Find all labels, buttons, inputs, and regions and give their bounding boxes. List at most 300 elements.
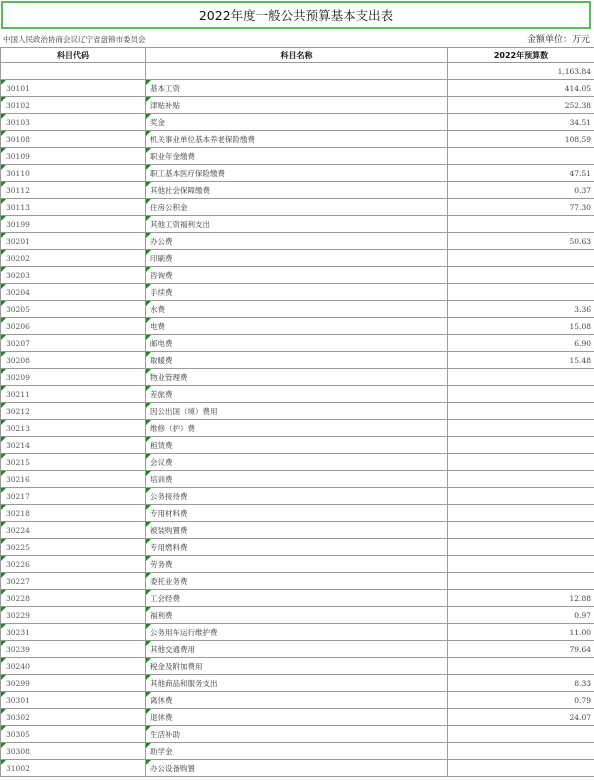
table-row xyxy=(1,675,594,692)
table-row xyxy=(1,165,594,182)
cell-comment-marker xyxy=(146,199,151,204)
amount-cell xyxy=(448,590,594,607)
cell-comment-marker xyxy=(1,267,6,272)
cell-comment-marker xyxy=(146,607,151,612)
amount-cell xyxy=(448,658,594,675)
code-cell-text: 30113 xyxy=(6,202,30,212)
table-row xyxy=(1,624,594,641)
cell-comment-marker xyxy=(1,573,6,578)
name-cell xyxy=(146,607,448,624)
amount-cell-text: 34.51 xyxy=(569,117,591,127)
code-cell-text: 30308 xyxy=(6,746,30,756)
subheader xyxy=(0,32,594,46)
amount-cell xyxy=(448,573,594,590)
name-cell xyxy=(146,403,448,420)
name-cell xyxy=(146,726,448,743)
cell-comment-marker xyxy=(1,437,6,442)
table-row xyxy=(1,199,594,216)
code-cell-text: 30206 xyxy=(6,321,30,331)
cell-comment-marker xyxy=(146,284,151,289)
table-row xyxy=(1,522,594,539)
amount-cell-text: 414.05 xyxy=(564,83,591,93)
amount-cell-text: 77.30 xyxy=(569,202,591,212)
amount-cell xyxy=(448,80,594,97)
amount-cell xyxy=(448,250,594,267)
name-cell xyxy=(146,386,448,403)
amount-cell xyxy=(448,148,594,165)
code-cell-text: 30103 xyxy=(6,117,30,127)
amount-cell-text: 50.63 xyxy=(569,236,591,246)
cell-comment-marker xyxy=(146,624,151,629)
name-cell xyxy=(146,641,448,658)
table-row xyxy=(1,182,594,199)
code-cell-text: 30227 xyxy=(6,576,30,586)
amount-cell xyxy=(448,386,594,403)
cell-comment-marker xyxy=(1,522,6,527)
name-cell-text: 会议费 xyxy=(150,457,173,467)
code-cell-text: 30212 xyxy=(6,406,30,416)
amount-cell xyxy=(448,165,594,182)
cell-comment-marker xyxy=(146,80,151,85)
amount-cell xyxy=(448,131,594,148)
name-cell-text: 租赁费 xyxy=(150,440,173,450)
name-cell xyxy=(146,165,448,182)
cell-comment-marker xyxy=(1,114,6,119)
cell-comment-marker xyxy=(146,556,151,561)
cell-comment-marker xyxy=(1,607,6,612)
budget-table xyxy=(0,47,594,777)
table-row xyxy=(1,573,594,590)
code-cell-text: 30112 xyxy=(6,185,30,195)
name-cell xyxy=(146,267,448,284)
amount-cell xyxy=(448,471,594,488)
cell-comment-marker xyxy=(1,80,6,85)
name-cell-text: 职业年金缴费 xyxy=(150,151,195,161)
code-cell-text: 30224 xyxy=(6,525,30,535)
cell-comment-marker xyxy=(146,318,151,323)
code-cell xyxy=(1,199,146,216)
name-cell-text: 邮电费 xyxy=(150,338,173,348)
code-cell-text: 30101 xyxy=(6,83,30,93)
code-cell-text: 30209 xyxy=(6,372,30,382)
amount-cell-text: 47.51 xyxy=(569,168,591,178)
table-row xyxy=(1,267,594,284)
name-cell xyxy=(146,131,448,148)
name-cell-text: 被装购置费 xyxy=(150,525,188,535)
amount-cell xyxy=(448,284,594,301)
name-cell xyxy=(146,743,448,760)
code-cell xyxy=(1,471,146,488)
name-cell xyxy=(146,471,448,488)
name-cell-text: 其他交通费用 xyxy=(150,644,195,654)
table-row xyxy=(1,318,594,335)
amount-cell xyxy=(448,267,594,284)
table-row xyxy=(1,488,594,505)
name-cell xyxy=(146,80,448,97)
name-cell-text: 津贴补贴 xyxy=(150,100,180,110)
code-cell xyxy=(1,114,146,131)
code-cell-text: 30228 xyxy=(6,593,30,603)
amount-cell xyxy=(448,692,594,709)
cell-comment-marker xyxy=(1,624,6,629)
name-cell-text: 其他社会保障缴费 xyxy=(150,185,210,195)
cell-comment-marker xyxy=(1,539,6,544)
code-cell-text: 30202 xyxy=(6,253,30,263)
code-cell xyxy=(1,250,146,267)
code-cell xyxy=(1,522,146,539)
code-cell-text: 30205 xyxy=(6,304,30,314)
name-cell xyxy=(146,301,448,318)
amount-cell xyxy=(448,556,594,573)
cell-comment-marker xyxy=(146,250,151,255)
code-cell xyxy=(1,352,146,369)
code-cell xyxy=(1,284,146,301)
name-cell-text: 退休费 xyxy=(150,712,173,722)
code-cell-text: 30301 xyxy=(6,695,30,705)
table-row xyxy=(1,403,594,420)
amount-cell xyxy=(448,233,594,250)
table-row xyxy=(1,692,594,709)
amount-unit: 金额单位：万元 xyxy=(526,35,590,45)
cell-comment-marker xyxy=(146,386,151,391)
table-row xyxy=(1,760,594,777)
code-cell-text: 30199 xyxy=(6,219,30,229)
name-cell-text: 手续费 xyxy=(150,287,173,297)
amount-cell xyxy=(448,369,594,386)
amount-cell xyxy=(448,675,594,692)
table-row xyxy=(1,658,594,675)
cell-comment-marker xyxy=(146,539,151,544)
name-cell xyxy=(146,335,448,352)
cell-comment-marker xyxy=(1,658,6,663)
code-cell-text: 30240 xyxy=(6,661,30,671)
amount-cell xyxy=(448,301,594,318)
code-cell-text: 30213 xyxy=(6,423,30,433)
amount-cell xyxy=(448,114,594,131)
code-cell-text: 31002 xyxy=(6,763,30,773)
name-cell xyxy=(146,284,448,301)
code-cell-text: 30204 xyxy=(6,287,30,297)
cell-comment-marker xyxy=(1,403,6,408)
cell-comment-marker xyxy=(1,471,6,476)
table-row xyxy=(1,114,594,131)
name-cell-text: 培训费 xyxy=(150,474,173,484)
name-cell-text: 其他工资福利支出 xyxy=(150,219,210,229)
cell-comment-marker xyxy=(146,488,151,493)
name-cell xyxy=(146,692,448,709)
amount-cell xyxy=(448,352,594,369)
table-row xyxy=(1,148,594,165)
cell-comment-marker xyxy=(1,760,6,765)
name-cell xyxy=(146,420,448,437)
amount-cell xyxy=(448,182,594,199)
cell-comment-marker xyxy=(1,284,6,289)
code-cell xyxy=(1,692,146,709)
amount-cell-text: 252.38 xyxy=(564,100,591,110)
cell-comment-marker xyxy=(146,471,151,476)
table-row xyxy=(1,284,594,301)
name-cell-text: 机关事业单位基本养老保险缴费 xyxy=(150,134,255,144)
name-cell-text: 水费 xyxy=(150,304,165,314)
name-cell-text: 电费 xyxy=(150,321,165,331)
name-cell xyxy=(146,556,448,573)
cell-comment-marker xyxy=(1,505,6,510)
name-cell-text: 离休费 xyxy=(150,695,173,705)
code-cell xyxy=(1,369,146,386)
cell-comment-marker xyxy=(146,420,151,425)
cell-comment-marker xyxy=(146,692,151,697)
code-cell xyxy=(1,216,146,233)
cell-comment-marker xyxy=(1,556,6,561)
name-cell xyxy=(146,760,448,777)
code-cell xyxy=(1,301,146,318)
total-row xyxy=(1,63,594,80)
cell-comment-marker xyxy=(1,131,6,136)
amount-cell-text: 0.97 xyxy=(574,610,591,620)
table-row xyxy=(1,131,594,148)
name-cell xyxy=(146,658,448,675)
cell-comment-marker xyxy=(1,301,6,306)
cell-comment-marker xyxy=(1,743,6,748)
code-cell xyxy=(1,539,146,556)
cell-comment-marker xyxy=(1,165,6,170)
table-row xyxy=(1,641,594,658)
name-cell-text: 工会经费 xyxy=(150,593,180,603)
table-row xyxy=(1,335,594,352)
table-row xyxy=(1,301,594,318)
cell-comment-marker xyxy=(1,182,6,187)
cell-comment-marker xyxy=(1,148,6,153)
name-cell-text: 差旅费 xyxy=(150,389,173,399)
code-cell xyxy=(1,131,146,148)
code-cell xyxy=(1,97,146,114)
total-name-cell xyxy=(146,63,448,80)
name-cell-text: 奖金 xyxy=(150,117,165,127)
amount-cell-text: 6.90 xyxy=(574,338,591,348)
code-cell xyxy=(1,505,146,522)
total-code-cell xyxy=(1,63,146,80)
table-row xyxy=(1,352,594,369)
name-cell xyxy=(146,709,448,726)
name-cell xyxy=(146,675,448,692)
code-cell-text: 30217 xyxy=(6,491,30,501)
code-cell-text: 30216 xyxy=(6,474,30,484)
name-cell-text: 因公出国（境）费用 xyxy=(150,406,218,416)
code-cell-text: 30214 xyxy=(6,440,30,450)
cell-comment-marker xyxy=(1,420,6,425)
name-cell xyxy=(146,505,448,522)
name-cell-text: 专用材料费 xyxy=(150,508,188,518)
cell-comment-marker xyxy=(1,97,6,102)
cell-comment-marker xyxy=(146,369,151,374)
amount-cell-text: 12.88 xyxy=(569,593,591,603)
cell-comment-marker xyxy=(1,352,6,357)
cell-comment-marker xyxy=(146,267,151,272)
name-cell xyxy=(146,573,448,590)
code-cell-text: 30201 xyxy=(6,236,30,246)
code-cell xyxy=(1,335,146,352)
table-row xyxy=(1,590,594,607)
amount-cell xyxy=(448,607,594,624)
amount-cell xyxy=(448,760,594,777)
cell-comment-marker xyxy=(1,369,6,374)
code-cell-text: 30225 xyxy=(6,542,30,552)
name-cell xyxy=(146,539,448,556)
cell-comment-marker xyxy=(146,216,151,221)
name-cell xyxy=(146,590,448,607)
code-cell-text: 30102 xyxy=(6,100,30,110)
code-cell-text: 30218 xyxy=(6,508,30,518)
amount-cell xyxy=(448,624,594,641)
code-cell xyxy=(1,386,146,403)
table-row xyxy=(1,539,594,556)
name-cell-text: 物业管理费 xyxy=(150,372,188,382)
code-cell xyxy=(1,233,146,250)
cell-comment-marker xyxy=(1,692,6,697)
cell-comment-marker xyxy=(1,726,6,731)
cell-comment-marker xyxy=(1,641,6,646)
name-cell xyxy=(146,97,448,114)
name-cell xyxy=(146,250,448,267)
code-cell-text: 30305 xyxy=(6,729,30,739)
amount-cell xyxy=(448,709,594,726)
table-row xyxy=(1,97,594,114)
table-row xyxy=(1,250,594,267)
code-cell xyxy=(1,165,146,182)
name-cell-text: 维修（护）费 xyxy=(150,423,195,433)
code-cell-text: 30231 xyxy=(6,627,30,637)
code-cell xyxy=(1,658,146,675)
table-row xyxy=(1,743,594,760)
cell-comment-marker xyxy=(146,131,151,136)
name-cell-text: 生活补助 xyxy=(150,729,180,739)
code-cell-text: 30109 xyxy=(6,151,30,161)
name-cell-text: 专用燃料费 xyxy=(150,542,188,552)
code-cell-text: 30302 xyxy=(6,712,30,722)
amount-cell-text: 79.64 xyxy=(569,644,591,654)
code-cell-text: 30299 xyxy=(6,678,30,688)
cell-comment-marker xyxy=(1,590,6,595)
name-cell-text: 委托业务费 xyxy=(150,576,188,586)
amount-cell-text: 15.08 xyxy=(569,321,591,331)
cell-comment-marker xyxy=(1,318,6,323)
code-cell-text: 30208 xyxy=(6,355,30,365)
code-cell xyxy=(1,624,146,641)
amount-cell xyxy=(448,420,594,437)
cell-comment-marker xyxy=(146,233,151,238)
name-cell-text: 其他商品和服务支出 xyxy=(150,678,218,688)
code-cell xyxy=(1,573,146,590)
name-cell xyxy=(146,318,448,335)
name-cell xyxy=(146,488,448,505)
amount-cell-text: 0.79 xyxy=(574,695,591,705)
cell-comment-marker xyxy=(1,199,6,204)
name-cell xyxy=(146,182,448,199)
amount-cell xyxy=(448,641,594,658)
cell-comment-marker xyxy=(146,726,151,731)
table-row xyxy=(1,80,594,97)
amount-cell-text: 8.33 xyxy=(574,678,591,688)
header-name: 科目名称 xyxy=(146,48,448,63)
cell-comment-marker xyxy=(1,675,6,680)
code-cell-text: 30207 xyxy=(6,338,30,348)
amount-cell-text: 108.59 xyxy=(564,134,591,144)
cell-comment-marker xyxy=(146,352,151,357)
name-cell xyxy=(146,199,448,216)
name-cell xyxy=(146,233,448,250)
code-cell xyxy=(1,760,146,777)
code-cell xyxy=(1,675,146,692)
code-cell-text: 30108 xyxy=(6,134,30,144)
table-row xyxy=(1,505,594,522)
name-cell-text: 劳务费 xyxy=(150,559,173,569)
page-title: 2022年度一般公共预算基本支出表 xyxy=(198,8,394,23)
code-cell xyxy=(1,267,146,284)
name-cell xyxy=(146,454,448,471)
code-cell-text: 30110 xyxy=(6,168,30,178)
name-cell-text: 取暖费 xyxy=(150,355,173,365)
name-cell xyxy=(146,437,448,454)
amount-cell xyxy=(448,335,594,352)
code-cell xyxy=(1,318,146,335)
code-cell xyxy=(1,437,146,454)
organization-name: 中国人民政治协商会议辽宁省盘锦市委员会 xyxy=(3,35,146,44)
name-cell xyxy=(146,114,448,131)
amount-cell xyxy=(448,403,594,420)
cell-comment-marker xyxy=(146,709,151,714)
name-cell-text: 基本工资 xyxy=(150,83,180,93)
amount-cell-text: 15.48 xyxy=(569,355,591,365)
code-cell xyxy=(1,454,146,471)
code-cell-text: 30203 xyxy=(6,270,30,280)
cell-comment-marker xyxy=(1,488,6,493)
code-cell-text: 30226 xyxy=(6,559,30,569)
table-row xyxy=(1,233,594,250)
amount-cell-text: 0.37 xyxy=(574,185,591,195)
code-cell xyxy=(1,607,146,624)
cell-comment-marker xyxy=(146,573,151,578)
name-cell-text: 公务接待费 xyxy=(150,491,188,501)
amount-cell xyxy=(448,318,594,335)
cell-comment-marker xyxy=(1,709,6,714)
amount-cell xyxy=(448,539,594,556)
code-cell xyxy=(1,80,146,97)
table-row xyxy=(1,709,594,726)
cell-comment-marker xyxy=(146,658,151,663)
code-cell xyxy=(1,641,146,658)
header-row xyxy=(1,48,594,63)
name-cell xyxy=(146,148,448,165)
name-cell-text: 助学金 xyxy=(150,746,173,756)
code-cell xyxy=(1,726,146,743)
header-code: 科目代码 xyxy=(1,48,146,63)
code-cell-text: 30215 xyxy=(6,457,30,467)
table-row xyxy=(1,420,594,437)
amount-cell xyxy=(448,488,594,505)
table-row xyxy=(1,726,594,743)
cell-comment-marker xyxy=(146,97,151,102)
name-cell xyxy=(146,369,448,386)
amount-cell xyxy=(448,437,594,454)
amount-cell xyxy=(448,743,594,760)
amount-cell xyxy=(448,454,594,471)
table-row xyxy=(1,471,594,488)
amount-cell-text: 24.07 xyxy=(569,712,591,722)
name-cell-text: 住房公积金 xyxy=(150,202,188,212)
header-amount: 2022年预算数 xyxy=(448,48,594,63)
cell-comment-marker xyxy=(146,743,151,748)
name-cell-text: 福利费 xyxy=(150,610,173,620)
